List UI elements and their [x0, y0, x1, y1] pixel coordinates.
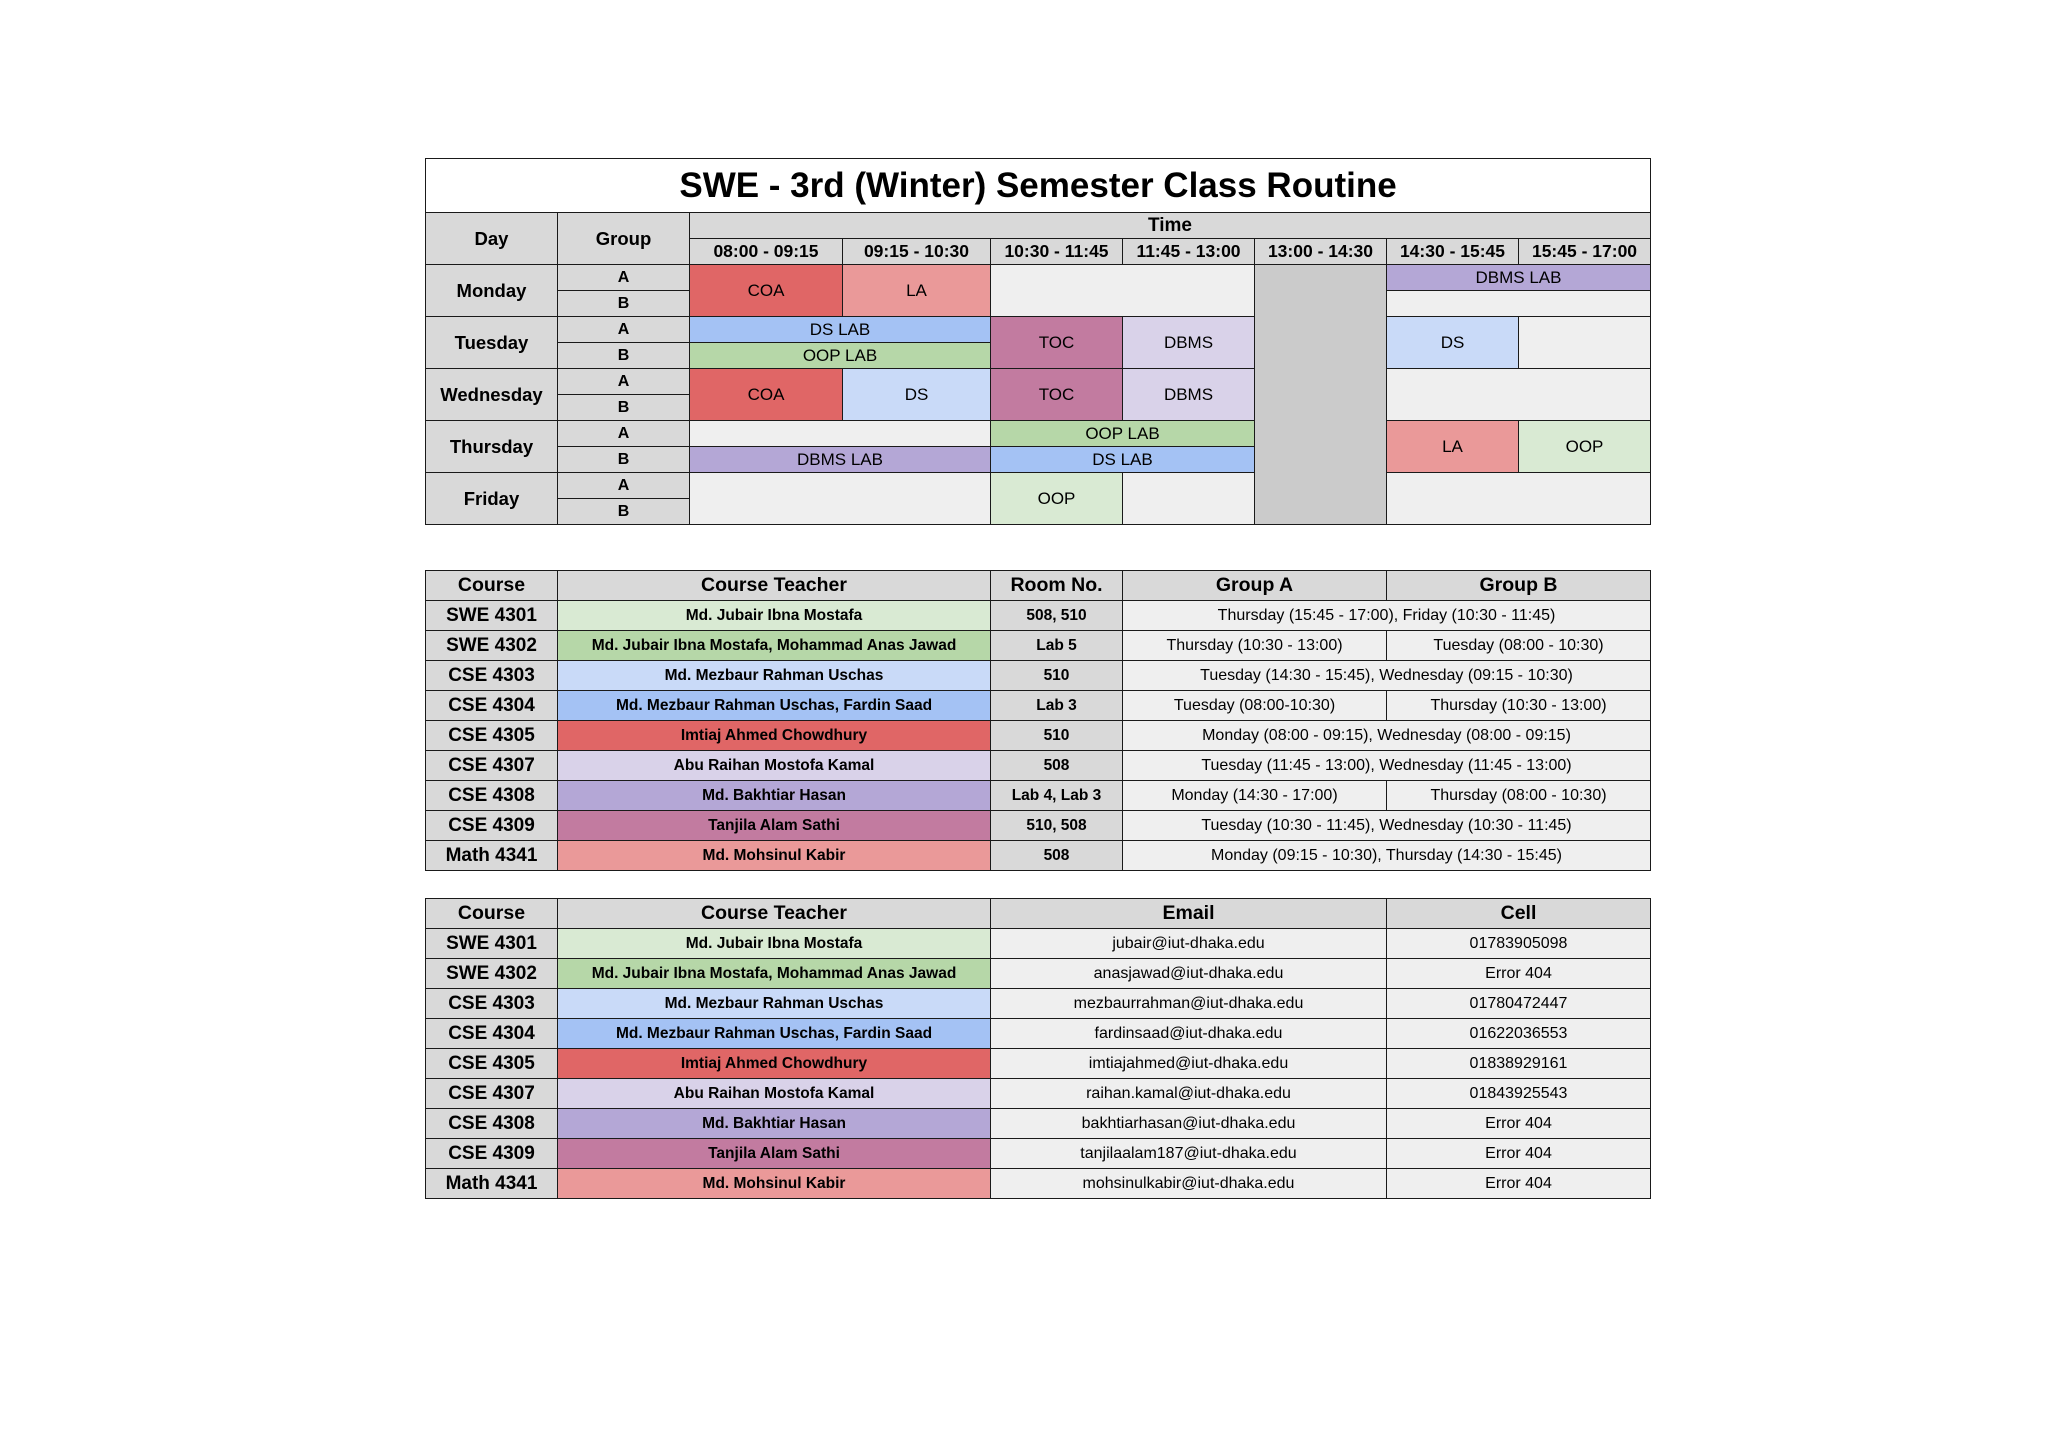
class-cell: DBMS [1123, 317, 1255, 369]
class-cell: DS [1387, 317, 1519, 369]
course-teacher: Md. Mezbaur Rahman Uschas, Fardin Saad [558, 1019, 991, 1049]
class-cell: COA [690, 265, 843, 317]
group-label: B [558, 447, 690, 473]
group-b-header: Group B [1387, 571, 1651, 601]
course-teacher: Md. Mezbaur Rahman Uschas [558, 661, 991, 691]
course-code: CSE 4307 [426, 751, 558, 781]
schedule-both-groups: Tuesday (11:45 - 13:00), Wednesday (11:45 - 13:00) [1123, 751, 1651, 781]
table-row [426, 1169, 1651, 1199]
course-code: CSE 4304 [426, 691, 558, 721]
day-header: Day [426, 213, 558, 265]
course-teacher: Md. Mezbaur Rahman Uschas [558, 989, 991, 1019]
teacher-email: anasjawad@iut-dhaka.edu [991, 959, 1387, 989]
course-teacher: Tanjila Alam Sathi [558, 1139, 991, 1169]
schedule-group-a: Monday (14:30 - 17:00) [1123, 781, 1387, 811]
course-code: CSE 4305 [426, 721, 558, 751]
table-row [426, 1019, 1651, 1049]
teacher-email: mohsinulkabir@iut-dhaka.edu [991, 1169, 1387, 1199]
group-label: A [558, 421, 690, 447]
class-cell: OOP LAB [690, 343, 991, 369]
day-thursday: Thursday [426, 421, 558, 473]
day-friday: Friday [426, 473, 558, 525]
empty-cell [1387, 291, 1651, 317]
table-row [426, 661, 1651, 691]
table-row [426, 1139, 1651, 1169]
teacher-email: jubair@iut-dhaka.edu [991, 929, 1387, 959]
room-number: 508 [991, 751, 1123, 781]
course-code: SWE 4301 [426, 929, 558, 959]
class-cell: OOP LAB [991, 421, 1255, 447]
class-cell: COA [690, 369, 843, 421]
group-header: Group [558, 213, 690, 265]
table-row [426, 1049, 1651, 1079]
teacher-email: bakhtiarhasan@iut-dhaka.edu [991, 1109, 1387, 1139]
course-code: CSE 4309 [426, 1139, 558, 1169]
slot-header: 14:30 - 15:45 [1387, 239, 1519, 265]
teacher-header: Course Teacher [558, 899, 991, 929]
slot-header: 09:15 - 10:30 [843, 239, 991, 265]
group-label: A [558, 265, 690, 291]
teacher-email: tanjilaalam187@iut-dhaka.edu [991, 1139, 1387, 1169]
teacher-email: raihan.kamal@iut-dhaka.edu [991, 1079, 1387, 1109]
course-teacher: Abu Raihan Mostofa Kamal [558, 1079, 991, 1109]
group-label: A [558, 369, 690, 395]
teacher-cell: 01783905098 [1387, 929, 1651, 959]
schedule-both-groups: Thursday (15:45 - 17:00), Friday (10:30 - 11:45) [1123, 601, 1651, 631]
course-code: CSE 4303 [426, 661, 558, 691]
course-code: CSE 4304 [426, 1019, 558, 1049]
course-header: Course [426, 899, 558, 929]
table-row [426, 811, 1651, 841]
day-tuesday: Tuesday [426, 317, 558, 369]
table-row [426, 841, 1651, 871]
course-code: Math 4341 [426, 1169, 558, 1199]
teacher-cell: 01780472447 [1387, 989, 1651, 1019]
empty-cell [690, 473, 991, 525]
table-row [426, 781, 1651, 811]
table-row [426, 751, 1651, 781]
schedule-group-b: Tuesday (08:00 - 10:30) [1387, 631, 1651, 661]
course-teacher: Md. Jubair Ibna Mostafa [558, 601, 991, 631]
room-header: Room No. [991, 571, 1123, 601]
teacher-email: mezbaurrahman@iut-dhaka.edu [991, 989, 1387, 1019]
teacher-cell: 01843925543 [1387, 1079, 1651, 1109]
table-row [426, 989, 1651, 1019]
empty-cell [1519, 317, 1651, 369]
schedule-both-groups: Monday (08:00 - 09:15), Wednesday (08:00 - 09:15) [1123, 721, 1651, 751]
class-cell: DS [843, 369, 991, 421]
table-row [426, 631, 1651, 661]
table-row [426, 959, 1651, 989]
table-row [426, 601, 1651, 631]
table-row [426, 929, 1651, 959]
schedule-both-groups: Tuesday (14:30 - 15:45), Wednesday (09:15 - 10:30) [1123, 661, 1651, 691]
course-teacher: Md. Mezbaur Rahman Uschas, Fardin Saad [558, 691, 991, 721]
slot-header: 11:45 - 13:00 [1123, 239, 1255, 265]
teacher-email: fardinsaad@iut-dhaka.edu [991, 1019, 1387, 1049]
course-code: CSE 4308 [426, 781, 558, 811]
group-label: B [558, 291, 690, 317]
course-schedule-table [425, 570, 1651, 871]
class-cell: DBMS LAB [690, 447, 991, 473]
course-code: CSE 4309 [426, 811, 558, 841]
empty-cell [1123, 473, 1255, 525]
table-row [426, 1109, 1651, 1139]
schedule-group-b: Thursday (10:30 - 13:00) [1387, 691, 1651, 721]
teacher-cell: Error 404 [1387, 1109, 1651, 1139]
room-number: 508 [991, 841, 1123, 871]
slot-header: 10:30 - 11:45 [991, 239, 1123, 265]
teacher-email: imtiajahmed@iut-dhaka.edu [991, 1049, 1387, 1079]
room-number: Lab 4, Lab 3 [991, 781, 1123, 811]
schedule-group-a: Tuesday (08:00-10:30) [1123, 691, 1387, 721]
class-cell: LA [843, 265, 991, 317]
time-header: Time [690, 213, 1651, 239]
class-cell: LA [1387, 421, 1519, 473]
teacher-cell: 01838929161 [1387, 1049, 1651, 1079]
course-code: CSE 4308 [426, 1109, 558, 1139]
group-label: B [558, 499, 690, 525]
class-cell: OOP [991, 473, 1123, 525]
empty-cell [1387, 473, 1651, 525]
table-row [426, 691, 1651, 721]
course-teacher: Imtiaj Ahmed Chowdhury [558, 1049, 991, 1079]
room-number: 510, 508 [991, 811, 1123, 841]
class-cell: DS LAB [991, 447, 1255, 473]
room-number: 510 [991, 661, 1123, 691]
course-teacher: Md. Bakhtiar Hasan [558, 1109, 991, 1139]
course-teacher: Md. Bakhtiar Hasan [558, 781, 991, 811]
course-teacher: Tanjila Alam Sathi [558, 811, 991, 841]
table-row [426, 1079, 1651, 1109]
room-number: Lab 5 [991, 631, 1123, 661]
course-teacher: Md. Jubair Ibna Mostafa, Mohammad Anas Jawad [558, 631, 991, 661]
schedule-both-groups: Tuesday (10:30 - 11:45), Wednesday (10:30 - 11:45) [1123, 811, 1651, 841]
teacher-cell: Error 404 [1387, 1169, 1651, 1199]
cell-header: Cell [1387, 899, 1651, 929]
class-cell: DS LAB [690, 317, 991, 343]
course-code: Math 4341 [426, 841, 558, 871]
routine-table [425, 158, 1651, 525]
class-cell: DBMS LAB [1387, 265, 1651, 291]
schedule-both-groups: Monday (09:15 - 10:30), Thursday (14:30 - 15:45) [1123, 841, 1651, 871]
course-teacher: Abu Raihan Mostofa Kamal [558, 751, 991, 781]
class-cell: DBMS [1123, 369, 1255, 421]
class-cell: TOC [991, 369, 1123, 421]
routine-title: SWE - 3rd (Winter) Semester Class Routine [426, 159, 1651, 213]
email-header: Email [991, 899, 1387, 929]
lunch-break-cell [1255, 265, 1387, 525]
teacher-header: Course Teacher [558, 571, 991, 601]
table-row [426, 721, 1651, 751]
course-code: SWE 4301 [426, 601, 558, 631]
slot-header: 15:45 - 17:00 [1519, 239, 1651, 265]
course-code: CSE 4305 [426, 1049, 558, 1079]
group-a-header: Group A [1123, 571, 1387, 601]
day-monday: Monday [426, 265, 558, 317]
teacher-cell: Error 404 [1387, 1139, 1651, 1169]
group-label: A [558, 317, 690, 343]
course-code: CSE 4307 [426, 1079, 558, 1109]
course-teacher: Md. Jubair Ibna Mostafa, Mohammad Anas Jawad [558, 959, 991, 989]
slot-header: 13:00 - 14:30 [1255, 239, 1387, 265]
contact-table [425, 898, 1651, 1199]
slot-header: 08:00 - 09:15 [690, 239, 843, 265]
course-header: Course [426, 571, 558, 601]
room-number: 510 [991, 721, 1123, 751]
group-label: B [558, 343, 690, 369]
schedule-group-b: Thursday (08:00 - 10:30) [1387, 781, 1651, 811]
empty-cell [991, 265, 1255, 317]
course-code: SWE 4302 [426, 631, 558, 661]
course-teacher: Imtiaj Ahmed Chowdhury [558, 721, 991, 751]
group-label: B [558, 395, 690, 421]
class-cell: OOP [1519, 421, 1651, 473]
class-cell: TOC [991, 317, 1123, 369]
empty-cell [690, 421, 991, 447]
teacher-cell: 01622036553 [1387, 1019, 1651, 1049]
group-label: A [558, 473, 690, 499]
room-number: 508, 510 [991, 601, 1123, 631]
course-code: CSE 4303 [426, 989, 558, 1019]
empty-cell [1387, 369, 1651, 421]
day-wednesday: Wednesday [426, 369, 558, 421]
course-teacher: Md. Mohsinul Kabir [558, 1169, 991, 1199]
room-number: Lab 3 [991, 691, 1123, 721]
course-code: SWE 4302 [426, 959, 558, 989]
teacher-cell: Error 404 [1387, 959, 1651, 989]
course-teacher: Md. Jubair Ibna Mostafa [558, 929, 991, 959]
course-teacher: Md. Mohsinul Kabir [558, 841, 991, 871]
schedule-group-a: Thursday (10:30 - 13:00) [1123, 631, 1387, 661]
